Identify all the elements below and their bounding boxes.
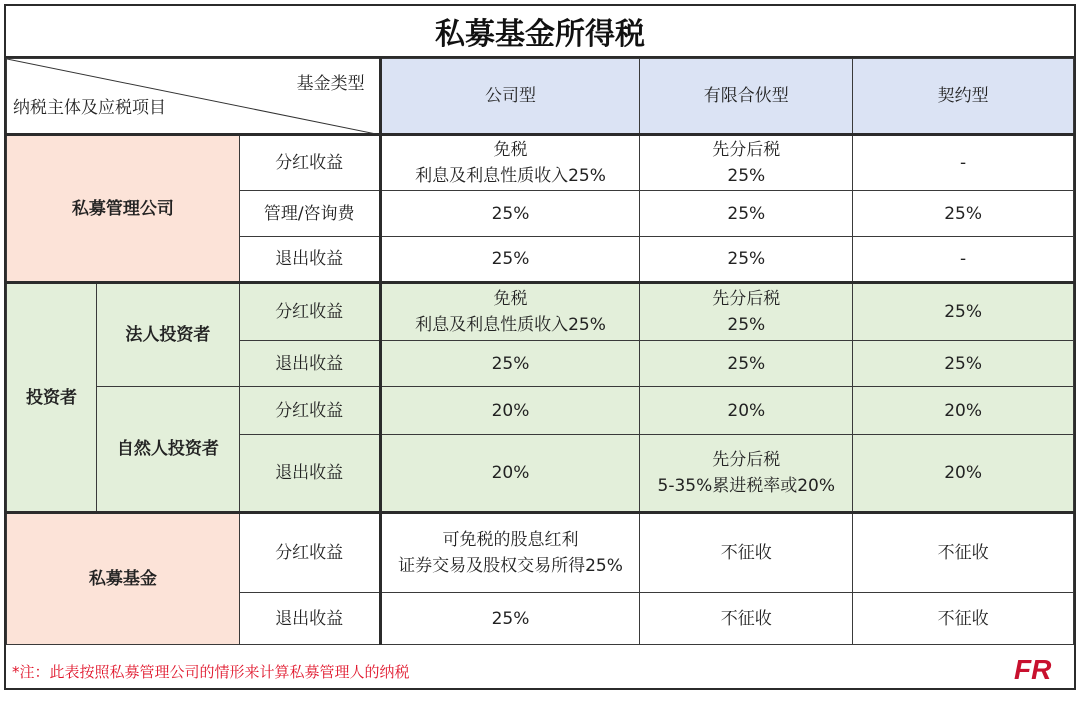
group-investor: 投资者	[7, 283, 97, 513]
cell-contract	[853, 513, 1074, 593]
cell-line: 25%	[727, 166, 766, 186]
cell-line: -	[960, 153, 967, 173]
cell-line: 25%	[944, 203, 982, 224]
cell-company	[380, 283, 640, 341]
cell-line: 可免税的股息红利	[442, 530, 579, 550]
row-item: 退出收益	[239, 237, 380, 283]
col-header-contract: 契约型	[853, 59, 1074, 135]
cell-line: 先分后税	[712, 450, 781, 470]
cell-line: 证券交易及股权交易所得25%	[398, 556, 623, 576]
cell-line: 25%	[727, 315, 766, 335]
cell-line: 25%	[491, 353, 530, 374]
cell-line: 25%	[491, 203, 530, 224]
cell-line: 25%	[491, 608, 530, 629]
cell-line: 25%	[944, 302, 982, 322]
cell-line: 20%	[944, 463, 982, 483]
cell-contract	[853, 283, 1074, 341]
cell-line: 25%	[727, 249, 766, 269]
cell-line: 5-35%累进税率或20%	[657, 476, 836, 496]
cell-contract	[853, 435, 1074, 513]
row-item: 分红收益	[239, 135, 380, 191]
cell-line: 不征收	[720, 608, 772, 629]
cell-line: 20%	[727, 400, 766, 421]
row-item: 退出收益	[239, 435, 380, 513]
group-pm-company: 私募管理公司	[7, 135, 240, 283]
group-pe-fund: 私募基金	[7, 513, 240, 645]
tax-table	[6, 58, 1074, 645]
cell-contract	[853, 237, 1074, 283]
cell-line: 20%	[491, 463, 530, 483]
cell-contract	[853, 191, 1074, 237]
cell-company	[380, 435, 640, 513]
logo-text: FR	[1014, 654, 1052, 685]
cell-line: 不征收	[720, 543, 772, 563]
col-header-company: 公司型	[380, 59, 640, 135]
cell-company	[380, 341, 640, 387]
cell-line: 不征收	[937, 543, 989, 563]
cell-line: -	[960, 249, 967, 269]
cell-company	[380, 513, 640, 593]
fund-type-label: 基金类型	[296, 74, 365, 94]
row-item: 退出收益	[239, 341, 380, 387]
cell-company	[380, 135, 640, 191]
cell-company	[380, 593, 640, 645]
cell-contract	[853, 387, 1074, 435]
cell-contract	[853, 341, 1074, 387]
cell-partnership	[640, 283, 853, 341]
cell-line: 利息及利息性质收入25%	[415, 166, 606, 186]
row-item: 管理/咨询费	[239, 191, 380, 237]
row-item: 分红收益	[239, 513, 380, 593]
col-header-partnership: 有限合伙型	[640, 59, 853, 135]
cell-company	[380, 387, 640, 435]
cell-partnership	[640, 387, 853, 435]
fr-logo-icon	[1012, 653, 1064, 685]
cell-partnership	[640, 435, 853, 513]
cell-line: 25%	[727, 353, 766, 374]
cell-partnership	[640, 593, 853, 645]
cell-line: 免税	[493, 289, 528, 309]
cell-line: 25%	[727, 203, 766, 224]
row-item: 退出收益	[239, 593, 380, 645]
cell-partnership	[640, 191, 853, 237]
cell-company	[380, 237, 640, 283]
diagonal-header-cell	[7, 59, 381, 135]
cell-partnership	[640, 513, 853, 593]
cell-line: 25%	[944, 353, 982, 374]
page-title: 私募基金所得税	[6, 6, 1074, 58]
row-item: 分红收益	[239, 387, 380, 435]
cell-partnership	[640, 341, 853, 387]
taxpayer-label: 纳税主体及应税项目	[13, 98, 166, 118]
cell-line: 20%	[491, 400, 530, 421]
cell-contract	[853, 135, 1074, 191]
cell-line: 不征收	[937, 608, 989, 629]
cell-partnership	[640, 135, 853, 191]
cell-company	[380, 191, 640, 237]
tax-table-frame	[4, 4, 1076, 690]
group-natural-investor: 自然人投资者	[96, 387, 239, 513]
group-legal-investor: 法人投资者	[96, 283, 239, 387]
cell-line: 20%	[944, 400, 982, 421]
cell-line: 先分后税	[712, 289, 781, 309]
cell-line: 免税	[493, 140, 528, 160]
footer	[6, 651, 1074, 688]
row-item: 分红收益	[239, 283, 380, 341]
cell-contract	[853, 593, 1074, 645]
cell-line: 先分后税	[712, 140, 781, 160]
cell-line: 利息及利息性质收入25%	[415, 315, 606, 335]
footnote: *注：此表按照私募管理公司的情形来计算私募管理人的纳税	[12, 663, 410, 681]
cell-line: 25%	[491, 249, 530, 269]
cell-partnership	[640, 237, 853, 283]
